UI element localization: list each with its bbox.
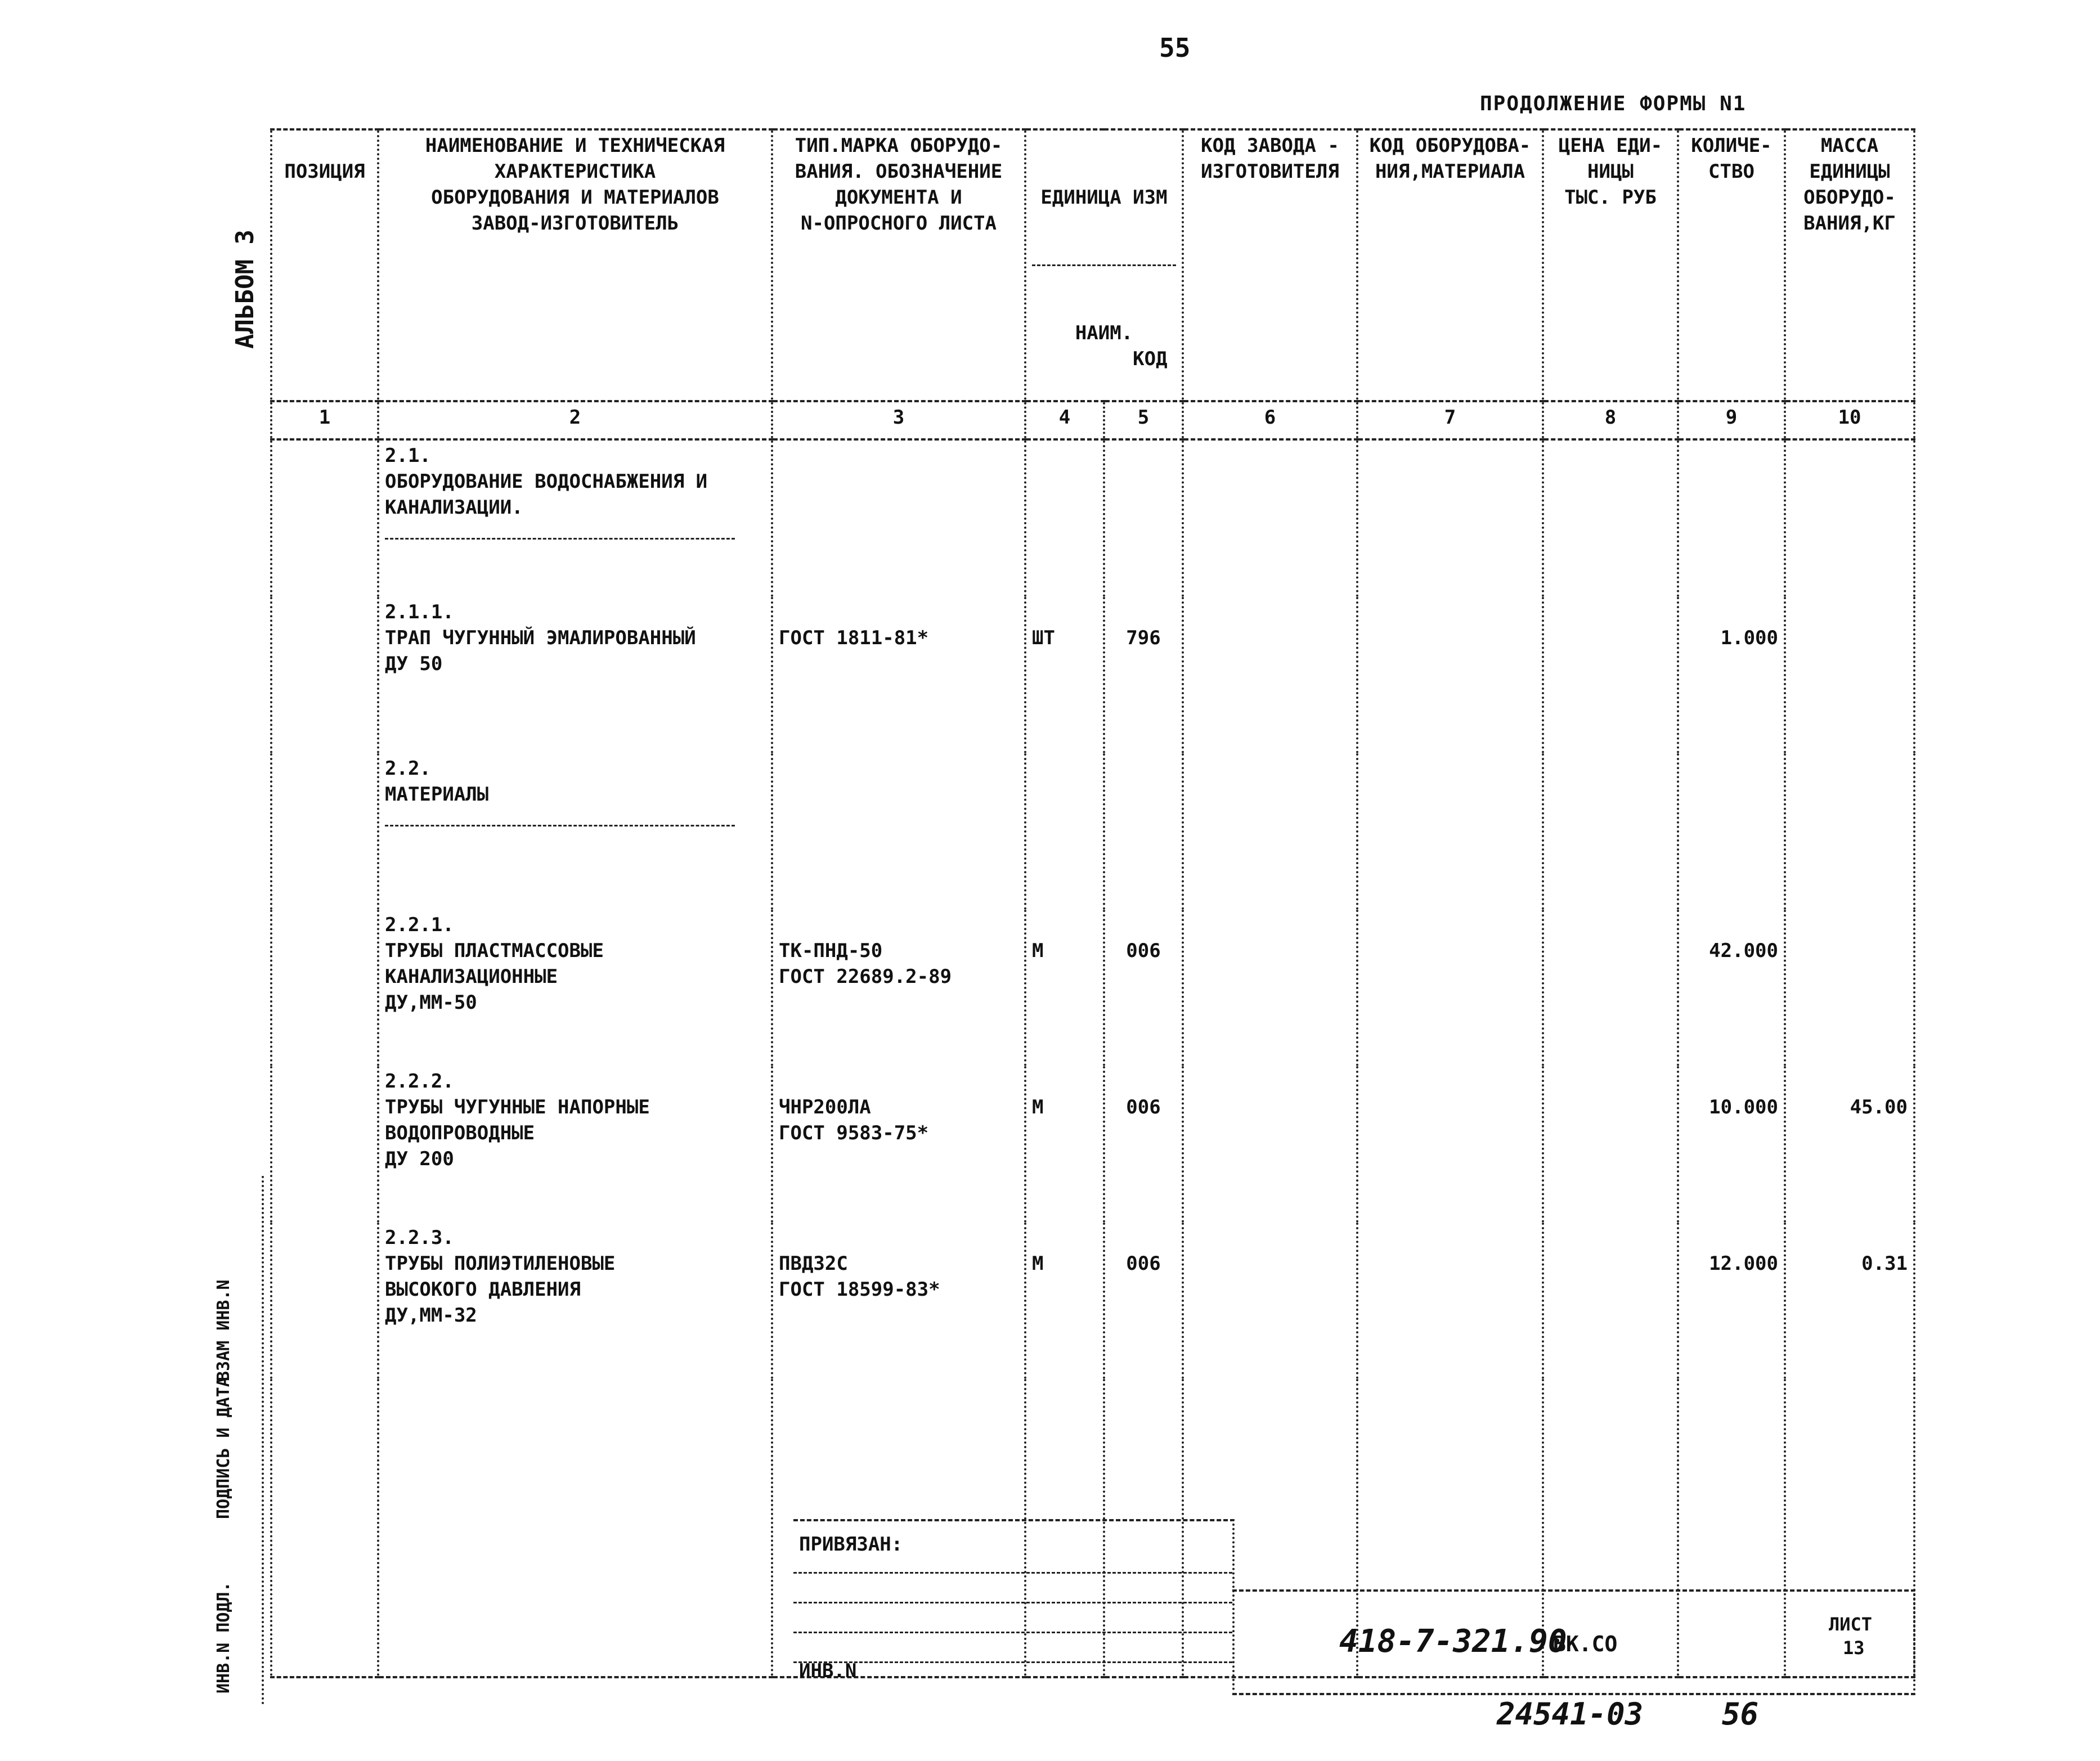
header-doc: ТИП.МАРКА ОБОРУДО- ВАНИЯ. ОБОЗНАЧЕНИЕ ДОКУМЕНТА И N-ОПРОСНОГО ЛИСТА: [772, 129, 1025, 401]
document-code: 418-7-321.90: [1339, 1623, 1567, 1660]
stamp-sign-date: ПОДПИСЬ И ДАТА: [214, 1377, 234, 1519]
cell-unit-code-text: 006: [1126, 940, 1161, 962]
header-position: ПОЗИЦИЯ: [271, 129, 378, 401]
sheet-number: 13: [1843, 1637, 1865, 1659]
cell-price: [1543, 597, 1678, 753]
col-number: 2: [378, 401, 772, 439]
header-unit: [1025, 129, 1183, 401]
album-label: АЛЬБОМ 3: [231, 230, 259, 349]
cell-unit-text: М: [1032, 1096, 1044, 1118]
header-unit-group: ЕДИНИЦА ИЗМ: [1040, 186, 1168, 209]
cell-mass: [1785, 439, 1914, 597]
cell-unit-code-text: 796: [1126, 627, 1161, 649]
cell-unit: [1025, 753, 1104, 910]
col-number: 5: [1104, 401, 1183, 439]
inventory-label: ИНВ.N: [799, 1660, 857, 1682]
cell-equipment-code: [1357, 1066, 1543, 1223]
header-equipment-code: КОД ОБОРУДОВА- НИЯ,МАТЕРИАЛА: [1357, 129, 1543, 401]
cell-quantity: [1678, 1066, 1785, 1223]
cell-doc-text: ТК-ПНД-50 ГОСТ 22689.2-89: [779, 940, 952, 988]
cell-unit-code: [1104, 1066, 1183, 1223]
cell-doc-text: ЧНР200ЛА ГОСТ 9583-75*: [779, 1096, 929, 1144]
cell-quantity-text: 1.000: [1720, 627, 1778, 649]
table-row: [271, 1066, 1914, 1223]
cell-mass: [1785, 753, 1914, 910]
cell-unit-code: [1104, 439, 1183, 597]
cell-doc: [772, 753, 1025, 910]
cell-name: [378, 753, 772, 910]
cell-name-text: 2.1.1. ТРАП ЧУГУННЫЙ ЭМАЛИРОВАННЫЙ ДУ 50: [385, 601, 696, 675]
cell-unit-code: [1104, 753, 1183, 910]
cell-quantity: [1678, 910, 1785, 1066]
table-row: [271, 910, 1914, 1066]
cell-price: [1543, 1066, 1678, 1223]
header-name: НАИМЕНОВАНИЕ И ТЕХНИЧЕСКАЯ ХАРАКТЕРИСТИКА ОБОРУДОВАНИЯ И МАТЕРИАЛОВ ЗАВОД-ИЗГОТОВИТЕЛЬ: [378, 129, 772, 401]
cell-position: [271, 597, 378, 753]
cell-mass-text: 0.31: [1861, 1252, 1908, 1275]
cell-name-text: 2.2.3. ТРУБЫ ПОЛИЭТИЛЕНОВЫЕ ВЫСОКОГО ДАВЛЕНИЯ ДУ,ММ-32: [385, 1227, 616, 1327]
cell-quantity-text: 12.000: [1709, 1252, 1778, 1275]
cell-price: [1543, 753, 1678, 910]
col-number: 6: [1183, 401, 1357, 439]
cell-mass: [1785, 910, 1914, 1066]
cell-mass-text: 45.00: [1850, 1096, 1908, 1118]
cell-quantity: [1678, 1223, 1785, 1379]
archive-number: 24541-03: [1497, 1696, 1644, 1732]
header-row: [271, 129, 1914, 401]
cell-doc: [772, 439, 1025, 597]
specification-table: [270, 128, 1915, 1678]
cell-price: [1543, 910, 1678, 1066]
cell-unit-code: [1104, 910, 1183, 1066]
cell-quantity: [1678, 439, 1785, 597]
document-suffix: ВК.СО: [1553, 1632, 1618, 1656]
cell-name: [378, 910, 772, 1066]
col-number: 7: [1357, 401, 1543, 439]
cell-quantity-text: 10.000: [1709, 1096, 1778, 1118]
cell-equipment-code: [1357, 910, 1543, 1066]
stamp-inv-replace: ВЗАМ ИНВ.N: [214, 1279, 234, 1381]
continuation-label: ПРОДОЛЖЕНИЕ ФОРМЫ N1: [1480, 92, 1747, 115]
cell-position: [271, 1223, 378, 1379]
cell-doc-text: ГОСТ 1811-81*: [779, 627, 929, 649]
cell-position: [271, 910, 378, 1066]
stamp-inv-original: ИНВ.N ПОДЛ.: [214, 1582, 234, 1693]
cell-price: [1543, 439, 1678, 597]
sheet-label: ЛИСТ: [1829, 1614, 1873, 1635]
cell-name: [378, 1223, 772, 1379]
cell-doc: [772, 1066, 1025, 1223]
col-number: 9: [1678, 401, 1785, 439]
header-factory-code: КОД ЗАВОДА - ИЗГОТОВИТЕЛЯ: [1183, 129, 1357, 401]
cell-unit: [1025, 910, 1104, 1066]
empty-cell: [378, 1379, 772, 1677]
cell-equipment-code: [1357, 1223, 1543, 1379]
cell-name-text: 2.2.2. ТРУБЫ ЧУГУННЫЕ НАПОРНЫЕ ВОДОПРОВОДНЫЕ ДУ 200: [385, 1070, 650, 1170]
col-number: 8: [1543, 401, 1678, 439]
cell-mass: [1785, 597, 1914, 753]
header-unit-name: НАИМ.: [1075, 322, 1133, 344]
cell-unit-text: ШТ: [1032, 627, 1055, 649]
cell-factory-code: [1183, 1223, 1357, 1379]
table-row: [271, 1223, 1914, 1379]
cell-quantity: [1678, 753, 1785, 910]
header-quantity: КОЛИЧЕ- СТВО: [1678, 129, 1785, 401]
table-row: [271, 439, 1914, 597]
cell-unit: [1025, 597, 1104, 753]
cell-quantity-text: 42.000: [1709, 940, 1778, 962]
cell-doc: [772, 1223, 1025, 1379]
group-separator: [385, 825, 735, 826]
col-number: 4: [1025, 401, 1104, 439]
archive-page: 56: [1722, 1696, 1759, 1732]
cell-name: [378, 597, 772, 753]
table-row: [271, 753, 1914, 910]
header-price: ЦЕНА ЕДИ- НИЦЫ ТЫС. РУБ: [1543, 129, 1678, 401]
cell-equipment-code: [1357, 439, 1543, 597]
cell-quantity: [1678, 597, 1785, 753]
binding-label: ПРИВЯЗАН:: [799, 1533, 903, 1556]
header-unit-code: КОД: [1133, 348, 1168, 370]
cell-position: [271, 1066, 378, 1223]
cell-doc: [772, 597, 1025, 753]
cell-factory-code: [1183, 753, 1357, 910]
cell-unit-text: М: [1032, 1252, 1044, 1275]
cell-mass: [1785, 1066, 1914, 1223]
cell-price: [1543, 1223, 1678, 1379]
cell-doc-text: ПВД32С ГОСТ 18599-83*: [779, 1252, 940, 1301]
cell-factory-code: [1183, 597, 1357, 753]
cell-position: [271, 439, 378, 597]
cell-unit-code-text: 006: [1126, 1252, 1161, 1275]
col-number: 1: [271, 401, 378, 439]
cell-factory-code: [1183, 439, 1357, 597]
cell-position: [271, 753, 378, 910]
cell-unit: [1025, 1066, 1104, 1223]
cell-unit-code: [1104, 597, 1183, 753]
col-number: 10: [1785, 401, 1914, 439]
cell-unit-text: М: [1032, 940, 1044, 962]
cell-name-text: 2.2.1. ТРУБЫ ПЛАСТМАССОВЫЕ КАНАЛИЗАЦИОННЫЕ ДУ,ММ-50: [385, 914, 604, 1014]
cell-name: [378, 1066, 772, 1223]
table-row: [271, 597, 1914, 753]
cell-unit-code: [1104, 1223, 1183, 1379]
col-number: 3: [772, 401, 1025, 439]
cell-name: [378, 439, 772, 597]
cell-factory-code: [1183, 1066, 1357, 1223]
cell-equipment-code: [1357, 597, 1543, 753]
page-number: 55: [1159, 33, 1191, 63]
cell-mass: [1785, 1223, 1914, 1379]
empty-cell: [271, 1379, 378, 1677]
column-numbers-row: [271, 401, 1914, 439]
cell-factory-code: [1183, 910, 1357, 1066]
header-mass: МАССА ЕДИНИЦЫ ОБОРУДО- ВАНИЯ,КГ: [1785, 129, 1914, 401]
cell-doc: [772, 910, 1025, 1066]
cell-unit-code-text: 006: [1126, 1096, 1161, 1118]
cell-name-text: 2.2. МАТЕРИАЛЫ: [385, 757, 489, 806]
cell-name-text: 2.1. ОБОРУДОВАНИЕ ВОДОСНАБЖЕНИЯ И КАНАЛИЗАЦИИ.: [385, 444, 708, 519]
group-separator: [385, 538, 735, 540]
cell-unit: [1025, 1223, 1104, 1379]
cell-equipment-code: [1357, 753, 1543, 910]
cell-unit: [1025, 439, 1104, 597]
